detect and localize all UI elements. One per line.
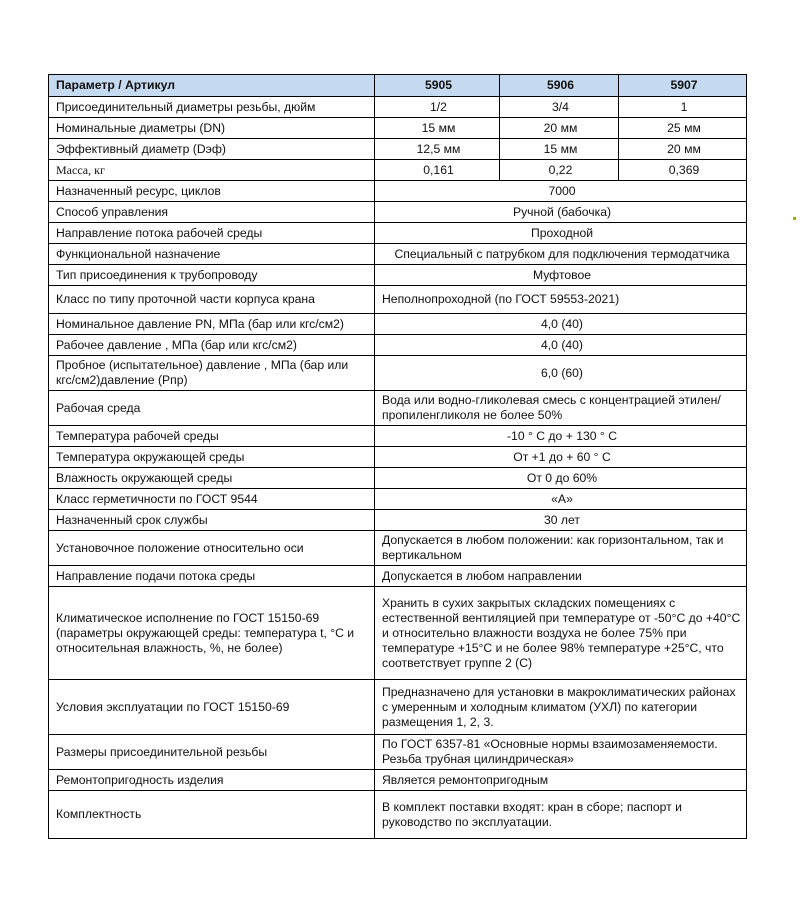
param-cell: Влажность окружающей среды [49,468,375,489]
param-cell: Рабочая среда [49,391,375,426]
table-row [49,265,747,286]
param-cell: Направление потока рабочей среды [49,223,375,244]
table-row [49,181,747,202]
value-cell: 25 мм [619,118,747,139]
param-cell: Класс по типу проточной части корпуса крана [49,286,375,314]
value-cell: 15 мм [500,139,619,160]
value-cell: 0,161 [375,160,500,181]
value-cell: 1 [619,97,747,118]
table-row [49,223,747,244]
table-row [49,680,747,735]
value-cell: Неполнопроходной (по ГОСТ 59553-2021) [375,286,747,314]
value-cell: От 0 до 60% [375,468,747,489]
value-cell: 3/4 [500,97,619,118]
value-cell: От +1 до + 60 ° С [375,447,747,468]
table-row [49,356,747,391]
header-article-3: 5907 [619,75,747,97]
param-cell: Назначенный ресурс, циклов [49,181,375,202]
value-cell: «А» [375,489,747,510]
param-cell: Способ управления [49,202,375,223]
value-cell: Муфтовое [375,265,747,286]
param-cell: Функциональной назначение [49,244,375,265]
value-cell: 4,0 (40) [375,314,747,335]
param-cell: Установочное положение относительно оси [49,531,375,566]
margin-mark [793,217,796,220]
table-row [49,202,747,223]
table-row [49,489,747,510]
value-cell: Допускается в любом направлении [375,566,747,587]
value-cell: 20 мм [500,118,619,139]
table-row [49,97,747,118]
param-cell: Пробное (испытательное) давление , МПа (бар или кгс/см2)давление (Pпр) [49,356,375,391]
value-cell: -10 ° С до + 130 ° С [375,426,747,447]
param-cell: Размеры присоединительной резьбы [49,735,375,770]
value-cell: 6,0 (60) [375,356,747,391]
param-cell: Масса, кг [49,160,375,181]
value-cell: По ГОСТ 6357-81 «Основные нормы взаимозаменяемости. Резьба трубная цилиндрическая» [375,735,747,770]
param-cell: Класс герметичности по ГОСТ 9544 [49,489,375,510]
table-row [49,160,747,181]
value-cell: Ручной (бабочка) [375,202,747,223]
specification-table [48,74,747,839]
table-row [49,566,747,587]
param-cell: Направление подачи потока среды [49,566,375,587]
param-cell: Рабочее давление , МПа (бар или кгс/см2) [49,335,375,356]
header-article-2: 5906 [500,75,619,97]
param-cell: Ремонтопригодность изделия [49,770,375,791]
param-cell: Номинальные диаметры (DN) [49,118,375,139]
param-cell: Условия эксплуатации по ГОСТ 15150-69 [49,680,375,735]
table-header-row [49,75,747,97]
value-cell: Предназначено для установки в макроклиматических районах с умеренным и холодным климатом (УХЛ) по категории размещения 1, 2, 3. [375,680,747,735]
param-cell: Тип присоединения к трубопроводу [49,265,375,286]
table-row [49,286,747,314]
param-cell: Температура окружающей среды [49,447,375,468]
value-cell: 7000 [375,181,747,202]
table-row [49,587,747,680]
value-cell: Хранить в сухих закрытых складских помещениях с естественной вентиляцией при температуре от -50°С до +40°С и относительно влажности воздуха не более 75% при температуре +15°С и не более 98% температуре +25°С, что соответствует группе 2 (С) [375,587,747,680]
table-row [49,468,747,489]
value-cell: 0,369 [619,160,747,181]
value-cell: Проходной [375,223,747,244]
value-cell: 30 лет [375,510,747,531]
param-cell: Температура рабочей среды [49,426,375,447]
table-row [49,335,747,356]
header-param: Параметр / Артикул [49,75,375,97]
value-cell: Является ремонтопригодным [375,770,747,791]
table-row [49,735,747,770]
table-row [49,391,747,426]
param-cell: Эффективный диаметр (Dэф) [49,139,375,160]
param-cell: Комплектность [49,791,375,839]
table-row [49,791,747,839]
value-cell: 15 мм [375,118,500,139]
table-row [49,447,747,468]
table-row [49,770,747,791]
table-row [49,244,747,265]
table-row [49,139,747,160]
param-cell: Климатическое исполнение по ГОСТ 15150-69 (параметры окружающей среды: температура t, °С и относительная влажность, %, не более) [49,587,375,680]
param-cell: Номинальное давление PN, МПа (бар или кгс/см2) [49,314,375,335]
table-row [49,118,747,139]
param-cell: Присоединительный диаметры резьбы, дюйм [49,97,375,118]
value-cell: Вода или водно-гликолевая смесь с концентрацией этилен/пропиленгликоля не более 50% [375,391,747,426]
value-cell: 1/2 [375,97,500,118]
value-cell: 20 мм [619,139,747,160]
table-row [49,510,747,531]
value-cell: Допускается в любом положении: как горизонтальном, так и вертикальном [375,531,747,566]
value-cell: В комплект поставки входят: кран в сборе; паспорт и руководство по эксплуатации. [375,791,747,839]
value-cell: 0,22 [500,160,619,181]
param-cell: Назначенный срок службы [49,510,375,531]
value-cell: Специальный с патрубком для подключения термодатчика [375,244,747,265]
value-cell: 4,0 (40) [375,335,747,356]
header-article-1: 5905 [375,75,500,97]
table-row [49,426,747,447]
table-row [49,531,747,566]
value-cell: 12,5 мм [375,139,500,160]
table-row [49,314,747,335]
